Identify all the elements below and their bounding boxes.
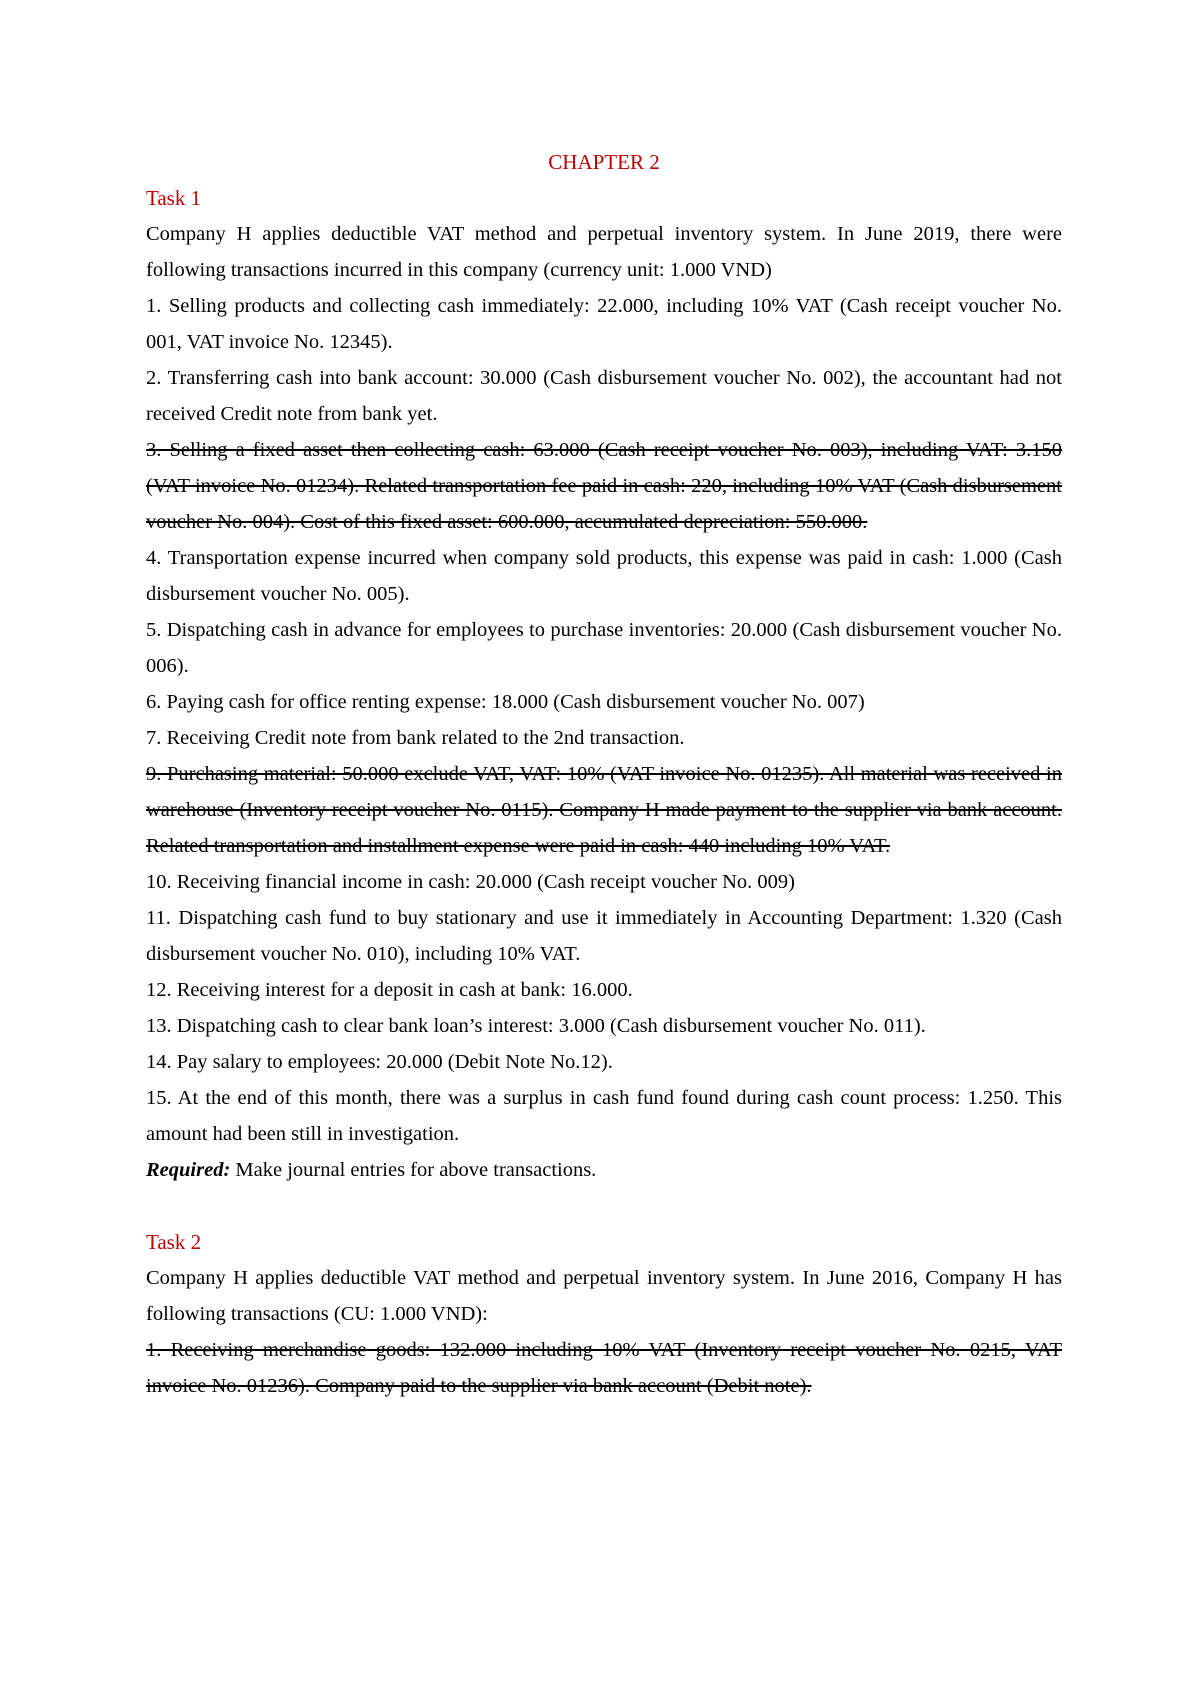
task-1-intro: Company H applies deductible VAT method and perpetual inventory system. In June 2019, there were following transactions incurred in this company (currency unit: 1.000 VND) bbox=[146, 223, 1062, 281]
task-2-heading: Task 2 bbox=[146, 1230, 202, 1254]
task-1-section bbox=[146, 180, 1062, 1188]
task-1-item: 10. Receiving financial income in cash: 20.000 (Cash receipt voucher No. 009) bbox=[146, 871, 795, 893]
chapter-title: CHAPTER 2 bbox=[548, 150, 660, 174]
task-1-item: 4. Transportation expense incurred when company sold products, this expense was paid in cash: 1.000 (Cash disbursement voucher No. 005). bbox=[146, 547, 1062, 605]
task-1-item: 1. Selling products and collecting cash immediately: 22.000, including 10% VAT (Cash receipt voucher No. 001, VAT invoice No. 12345). bbox=[146, 295, 1062, 353]
task-1-item-struck: 9. Purchasing material: 50.000 exclude VAT, VAT: 10% (VAT invoice No. 01235). All material was received in warehouse (Inventory receipt voucher No. 0115). Company H made payment to the supplier via bank account. Related transportation and installment expense were paid in cash: 440 including 10% VAT. bbox=[146, 763, 1062, 857]
required-text: Make journal entries for above transactions. bbox=[230, 1159, 597, 1181]
task-2-intro: Company H applies deductible VAT method and perpetual inventory system. In June 2016, Company H has following transactions (CU: 1.000 VND): bbox=[146, 1267, 1062, 1325]
task-1-item: 5. Dispatching cash in advance for employees to purchase inventories: 20.000 (Cash disbursement voucher No. 006). bbox=[146, 619, 1062, 677]
task-1-item: 15. At the end of this month, there was a surplus in cash fund found during cash count process: 1.250. This amount had been still in investigation. bbox=[146, 1087, 1062, 1145]
task-1-item: 7. Receiving Credit note from bank related to the 2nd transaction. bbox=[146, 727, 685, 749]
task-1-heading: Task 1 bbox=[146, 186, 202, 210]
task-2-section bbox=[146, 1224, 1062, 1404]
task-2-item-struck: 1. Receiving merchandise goods: 132.000 including 10% VAT (Inventory receipt voucher No. 0215, VAT invoice No. 01236). Company paid to the supplier via bank account (Debit note). bbox=[146, 1339, 1062, 1397]
task-1-required bbox=[146, 1152, 1062, 1188]
required-label: Required: bbox=[146, 1159, 231, 1181]
task-1-item: 12. Receiving interest for a deposit in cash at bank: 16.000. bbox=[146, 979, 633, 1001]
section-spacer bbox=[146, 1188, 1062, 1224]
task-1-item: 6. Paying cash for office renting expense: 18.000 (Cash disbursement voucher No. 007) bbox=[146, 691, 865, 713]
task-1-item: 14. Pay salary to employees: 20.000 (Debit Note No.12). bbox=[146, 1051, 613, 1073]
task-1-item: 11. Dispatching cash fund to buy stationary and use it immediately in Accounting Department: 1.320 (Cash disbursement voucher No. 010), including 10% VAT. bbox=[146, 907, 1062, 965]
task-1-item: 2. Transferring cash into bank account: 30.000 (Cash disbursement voucher No. 002), the accountant had not received Credit note from bank yet. bbox=[146, 367, 1062, 425]
task-1-item-struck: 3. Selling a fixed asset then collecting cash: 63.000 (Cash receipt voucher No. 003), including VAT: 3.150 (VAT invoice No. 01234). Related transportation fee paid in cash: 220, including 10% VAT (Cash disbursement voucher No. 004). Cost of this fixed asset: 600.000, accumulated depreciation: 550.000. bbox=[146, 439, 1062, 533]
task-1-item: 13. Dispatching cash to clear bank loan’s interest: 3.000 (Cash disbursement voucher No. 011). bbox=[146, 1015, 926, 1037]
